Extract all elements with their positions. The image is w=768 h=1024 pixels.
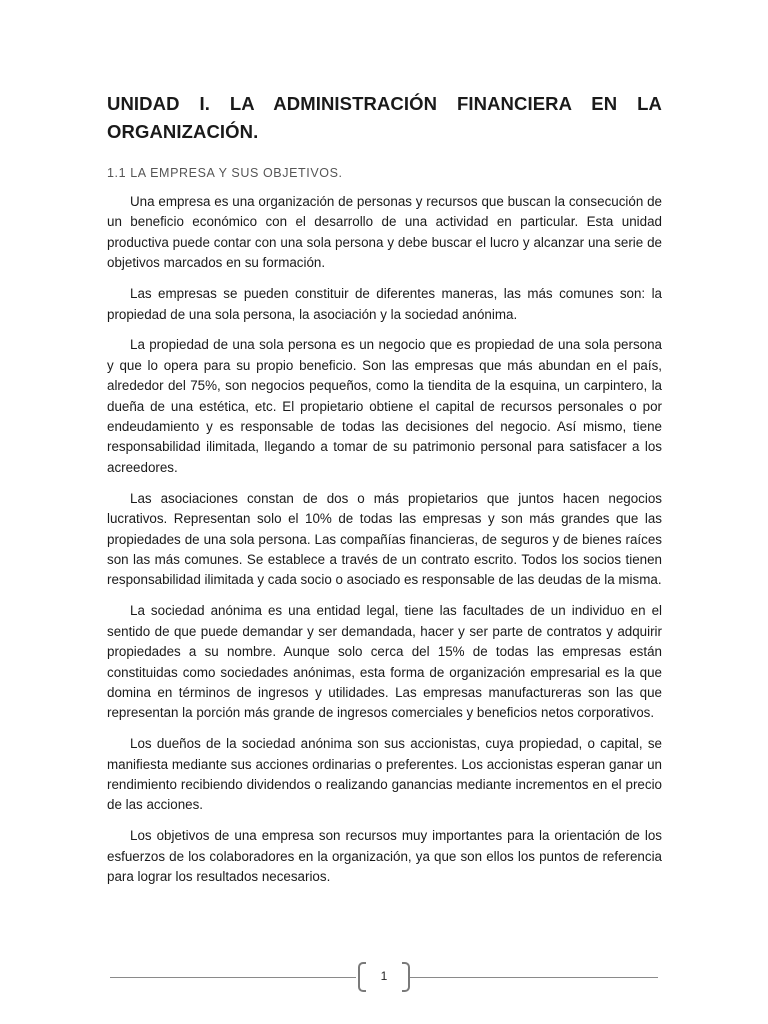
paragraph-1: Una empresa es una organización de personas y recursos que buscan la consecución de un beneficio económico con el desarrollo de una actividad en particular. Esta unidad productiva puede contar con una sola persona y debe buscar el lucro y alcanzar una serie de objetivos marcados en su formación. [107, 194, 662, 271]
paragraph-4: Las asociaciones constan de dos o más propietarios que juntos hacen negocios lucrativos. Representan solo el 10% de todas las empresas y son más grandes que las propiedades de una sola persona. Las compañías financieras, de seguros y de bienes raíces son las más comunes. Se establece a través de un contrato escrito. Todos los socios tienen responsabilidad ilimitada y cada socio o asociado es responsable de las deudas de la misma. [107, 490, 662, 588]
footer-rule-right [410, 977, 658, 978]
title-line-1: UNIDAD I. LA ADMINISTRACIÓN FINANCIERA EN LA [107, 93, 662, 114]
paragraph-5: La sociedad anónima es una entidad legal, tiene las facultades de un individuo en el sentido de que puede demandar y ser demandada, hacer y ser parte de contratos y adquirir propiedades a su nombre. Aunque solo cerca del 15% de todas las empresas están constituidas como sociedades anónimas, esta forma de organización empresarial es la que domina en términos de ingresos y utilidades. Las empresas manufactureras son las que representan la porción más grande de ingresos comerciales y beneficios netos corporativos. [107, 603, 662, 721]
paragraph-2: Las empresas se pueden constituir de diferentes maneras, las más comunes son: la propiedad de una sola persona, la asociación y la sociedad anónima. [107, 286, 662, 322]
page-title [107, 90, 662, 146]
open-bracket-icon [358, 962, 366, 992]
page-footer [110, 962, 658, 992]
page-number: 1 [380, 969, 388, 983]
section-heading: 1.1 LA EMPRESA Y SUS OBJETIVOS. [107, 166, 343, 180]
document-page [107, 90, 662, 898]
footer-rule-left [110, 977, 356, 978]
title-line-2: ORGANIZACIÓN. [107, 121, 259, 142]
paragraph-3: La propiedad de una sola persona es un negocio que es propiedad de una sola persona y que lo opera para su propio beneficio. Son las empresas que más abundan en el país, alrededor del 75%, son negocios pequeños, como la tiendita de la esquina, un carpintero, la dueña de una estética, etc. El propietario obtiene el capital de recursos personales o por endeudamiento y es responsable de todas las decisiones del negocio. Así mismo, tiene responsabilidad ilimitada, llegando a tomar de su patrimonio personal para satisfacer a los acreedores. [107, 337, 662, 475]
paragraph-7: Los objetivos de una empresa son recursos muy importantes para la orientación de los esfuerzos de los colaboradores en la organización, ya que son ellos los puntos de referencia para lograr los resultados necesarios. [107, 828, 662, 885]
close-bracket-icon [402, 962, 410, 992]
paragraph-6: Los dueños de la sociedad anónima son sus accionistas, cuya propiedad, o capital, se manifiesta mediante sus acciones ordinarias o preferentes. Los accionistas esperan ganar un rendimiento recibiendo dividendos o realizando ganancias mediante incrementos en el precio de las acciones. [107, 736, 662, 813]
